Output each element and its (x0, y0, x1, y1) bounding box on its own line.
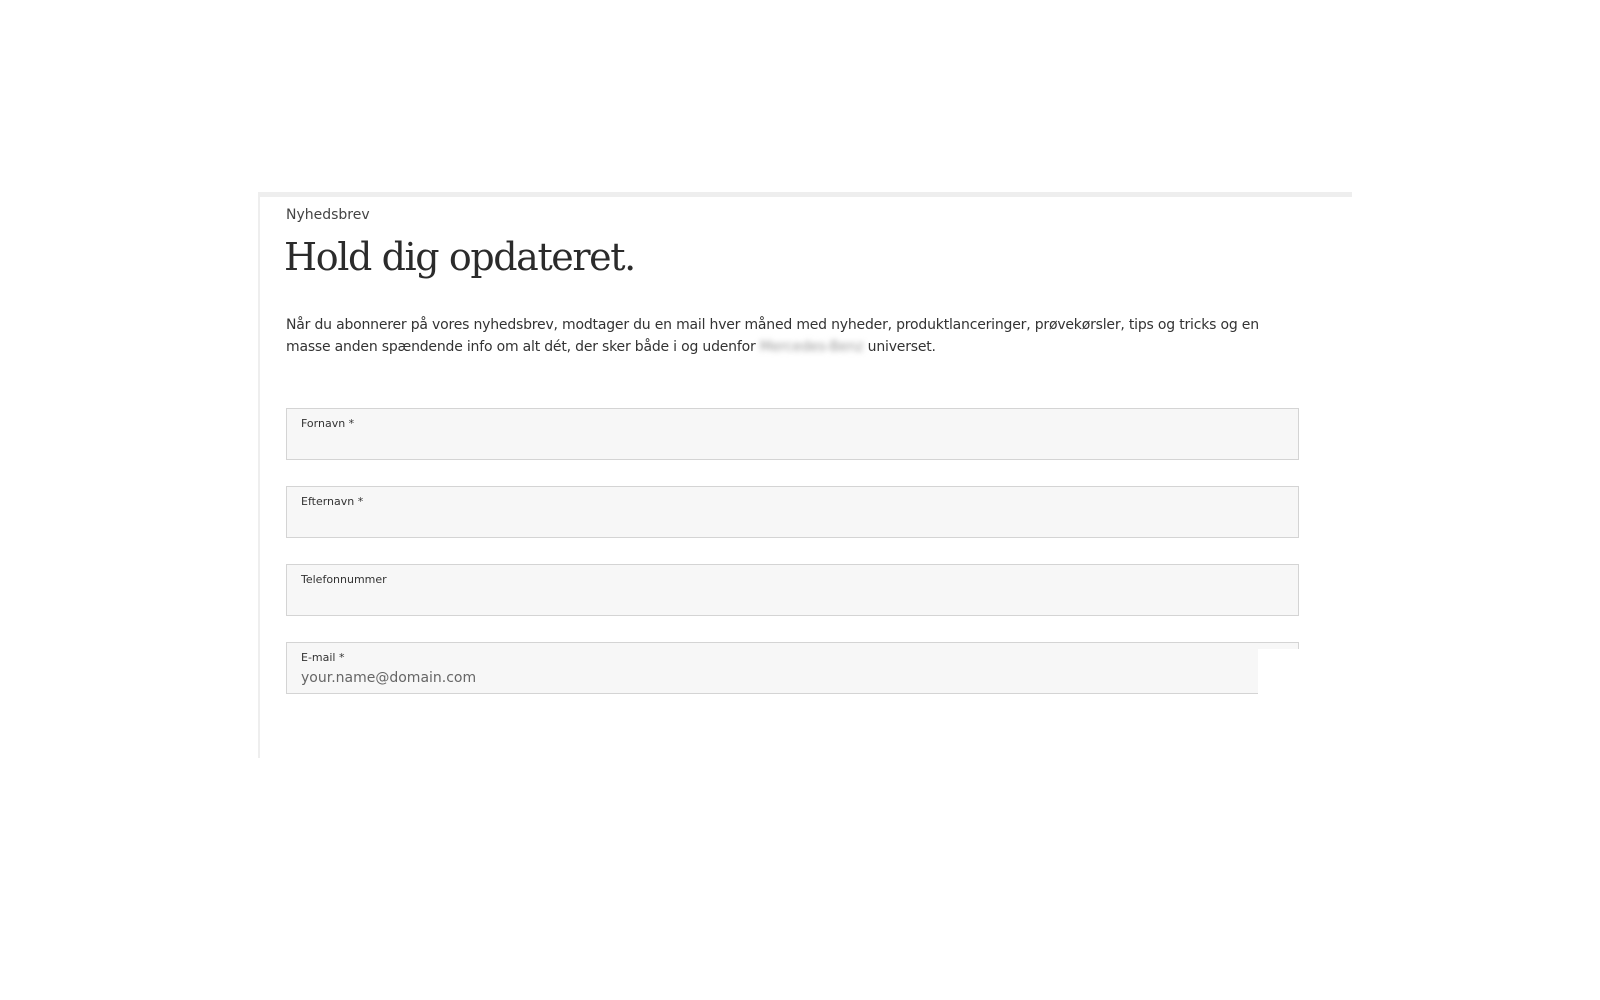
blurred-brand-name: Mercedes-Benz (759, 339, 864, 355)
last-name-label: Efternavn * (301, 495, 364, 508)
email-input[interactable] (299, 667, 1283, 689)
intro-text-end: universet. (863, 339, 936, 355)
email-field[interactable] (286, 642, 1299, 694)
first-name-input[interactable] (299, 433, 1283, 455)
section-eyebrow: Nyhedsbrev (286, 207, 370, 223)
newsletter-panel (258, 192, 1352, 758)
last-name-field[interactable] (286, 486, 1299, 538)
phone-label: Telefonnummer (301, 573, 387, 586)
first-name-label: Fornavn * (301, 417, 355, 430)
page-title: Hold dig opdateret. (284, 235, 635, 279)
field-edge-mask (1258, 649, 1300, 697)
phone-field[interactable] (286, 564, 1299, 616)
last-name-input[interactable] (299, 511, 1283, 533)
first-name-field[interactable] (286, 408, 1299, 460)
intro-text-start: Når du abonnerer på vores nyhedsbrev, modtager du en mail hver måned med nyheder, produktlanceringer, prøvekørsler, tips og tricks og en masse anden spændende info om alt dét, der sker både i og udenfor (286, 317, 1259, 355)
email-label: E-mail * (301, 651, 345, 664)
intro-text (286, 314, 1296, 358)
phone-input[interactable] (299, 589, 1283, 611)
